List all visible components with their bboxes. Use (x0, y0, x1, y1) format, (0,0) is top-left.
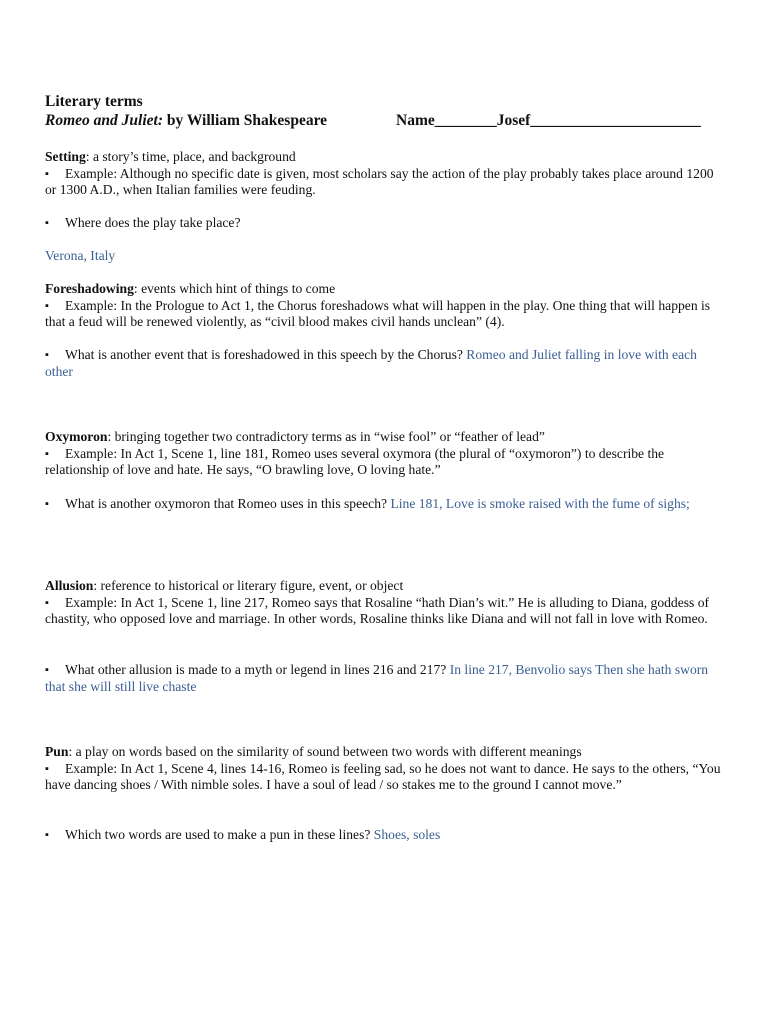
bullet-icon: ▪ (45, 167, 49, 180)
oxymoron-example: ▪ Example: In Act 1, Scene 1, line 181, Romeo uses several oxymora (the plural of “oxymoron”) to describe the relationship of love and hate. He says, “O brawling love, O loving hate.” (45, 445, 665, 477)
pun-answer: Shoes, soles (373, 827, 441, 842)
bullet-icon: ▪ (45, 217, 49, 229)
setting-question: ▪ Where does the play take place? (45, 215, 241, 230)
bullet-icon: ▪ (45, 349, 49, 361)
bullet-icon: ▪ (45, 299, 49, 312)
oxymoron-answer: Line 181, Love is smoke raised with the fume of sighs; (390, 496, 690, 511)
foreshadowing-answer: Romeo and Juliet falling in love with each other (45, 347, 697, 379)
author-line: by William Shakespeare (166, 112, 328, 129)
setting-term: Setting (45, 149, 86, 164)
foreshadowing-section (45, 281, 721, 331)
allusion-definition: Allusion: reference to historical or literary figure, event, or object (45, 578, 404, 593)
bullet-icon: ▪ (45, 664, 49, 676)
oxymoron-definition: Oxymoron: bringing together two contradictory terms as in “wise fool” or “feather of lead” (45, 429, 545, 444)
setting-example: ▪ Example: Although no specific date is given, most scholars say the action of the play probably takes place around 1200 or 1300 A.D., when Italian families were feuding. (45, 165, 714, 197)
allusion-question: ▪ What other allusion is made to a myth or legend in lines 216 and 217? In line 217, Benvolio says Then she hath sworn that she will still live chaste (45, 662, 709, 694)
allusion-term: Allusion (45, 578, 94, 593)
oxymoron-term: Oxymoron (45, 429, 108, 444)
pun-definition: Pun: a play on words based on the similarity of sound between two words with different meanings (45, 744, 582, 759)
setting-definition: Setting: a story’s time, place, and background (45, 149, 296, 164)
pun-question: ▪ Which two words are used to make a pun in these lines? Shoes, soles (45, 827, 441, 842)
foreshadowing-term: Foreshadowing (45, 281, 134, 296)
allusion-section (45, 578, 721, 628)
pun-section (45, 744, 721, 794)
allusion-answer: In line 217, Benvolio says Then she hath sworn that she will still live chaste (45, 662, 709, 694)
page-title: Literary terms (45, 93, 143, 110)
oxymoron-question: ▪ What is another oxymoron that Romeo uses in this speech? Line 181, Love is smoke raised with the fume of sighs; (45, 496, 690, 511)
setting-section (45, 149, 721, 199)
student-name-line: Name________Josef______________________ (396, 112, 701, 129)
bullet-icon: ▪ (45, 498, 49, 510)
bullet-icon: ▪ (45, 829, 49, 841)
pun-example: ▪ Example: In Act 1, Scene 4, lines 14-16, Romeo is feeling sad, so he does not want to dance. He says to the others, “You have dancing shoes / With nimble soles. I have a soul of lead / so stakes me to the ground I cannot move.” (45, 760, 721, 792)
allusion-example: ▪ Example: In Act 1, Scene 1, line 217, Romeo says that Rosaline “hath Dian’s wit.” He is alluding to Diana, goddess of chastity, who opposed love and marriage. In other words, Rosaline thinks like Diana and will not fall in love with Romeo. (45, 594, 710, 626)
foreshadowing-definition: Foreshadowing: events which hint of things to come (45, 281, 336, 296)
page-subtitle (45, 111, 745, 130)
work-title: Romeo and Juliet: (45, 112, 163, 129)
setting-answer: Verona, Italy (45, 248, 116, 263)
foreshadowing-example: ▪ Example: In the Prologue to Act 1, the Chorus foreshadows what will happen in the play. One thing that will happen is that a feud will be renewed violently, as “civil blood makes civil hands unclean” (4). (45, 297, 711, 329)
bullet-icon: ▪ (45, 596, 49, 609)
pun-term: Pun (45, 744, 69, 759)
foreshadowing-question: ▪ What is another event that is foreshadowed in this speech by the Chorus? Romeo and Juliet falling in love with each other (45, 347, 697, 379)
bullet-icon: ▪ (45, 762, 49, 775)
oxymoron-section (45, 429, 721, 479)
bullet-icon: ▪ (45, 447, 49, 460)
